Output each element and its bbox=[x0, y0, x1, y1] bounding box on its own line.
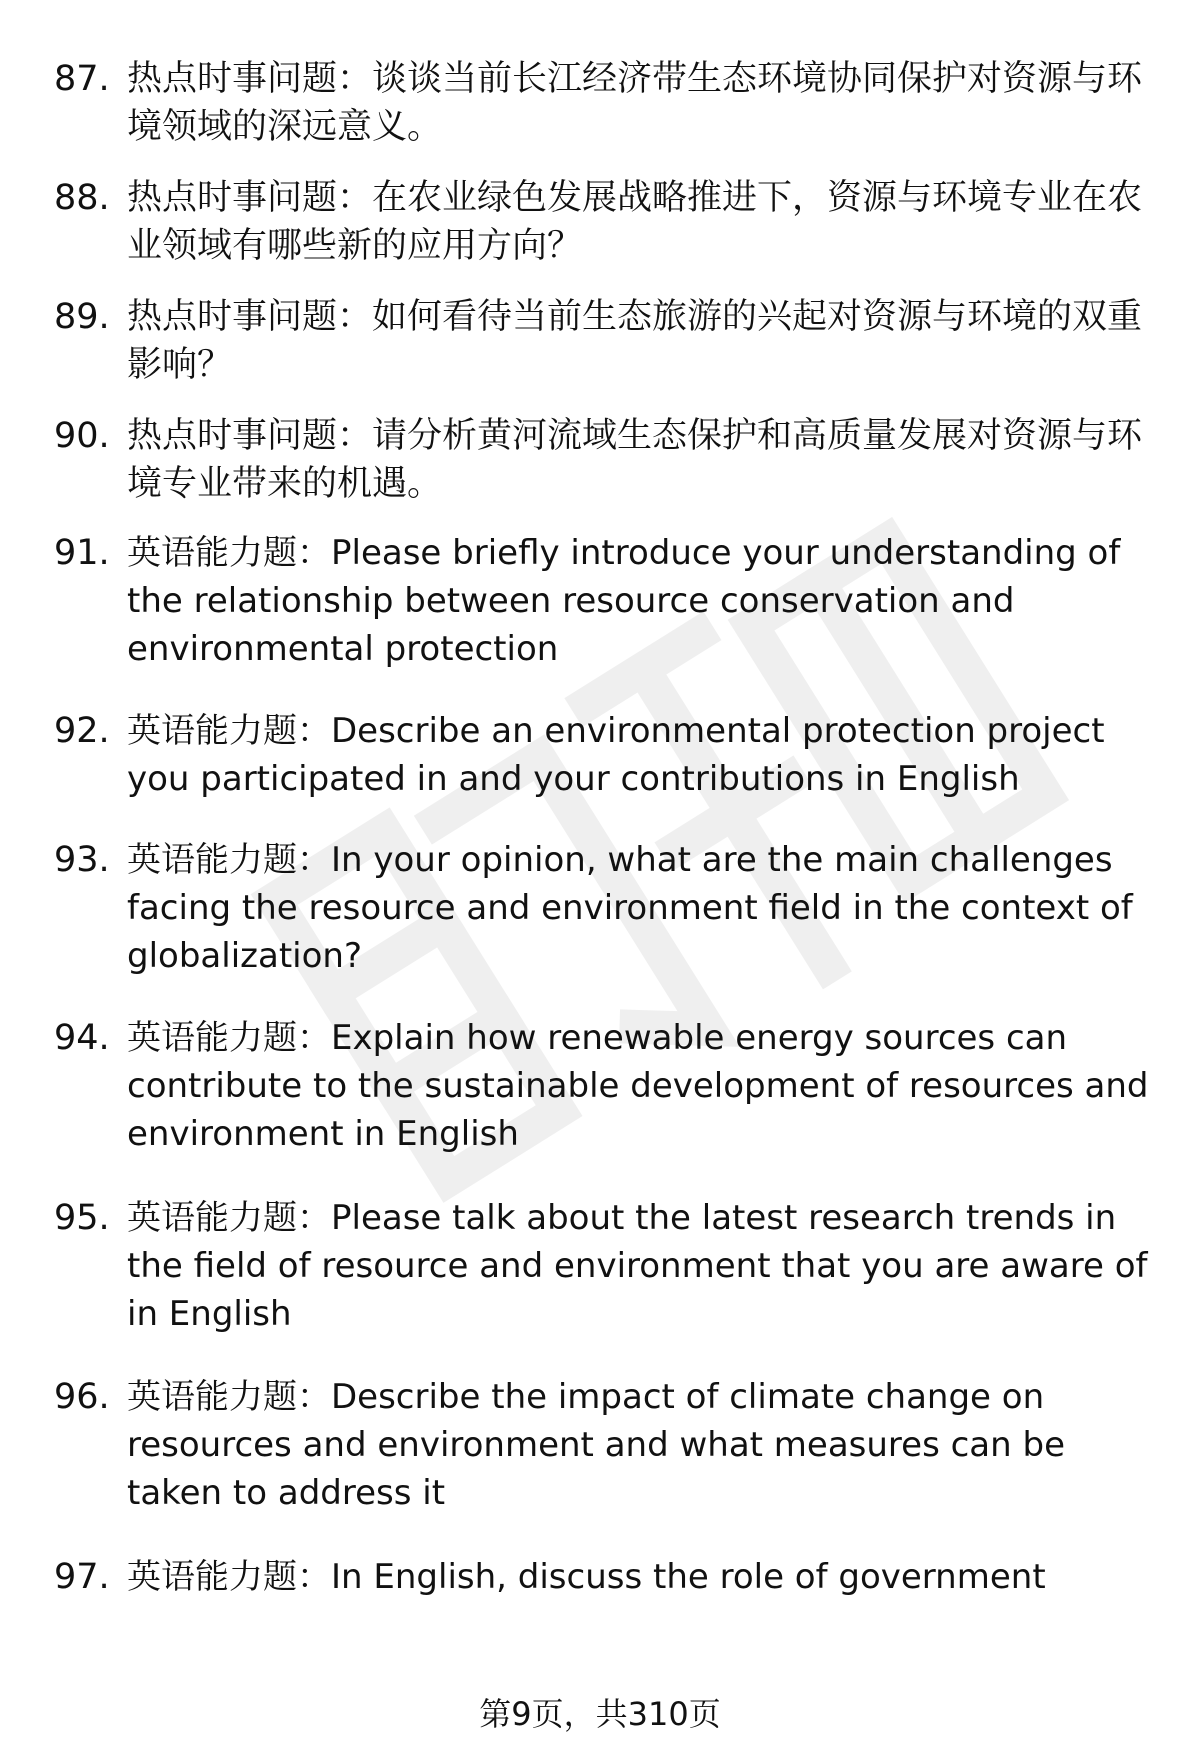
question-number: 90. bbox=[54, 416, 110, 456]
question-text: 英语能力题：Describe the impact of climate change on resources and environment and what measures can be taken to address it bbox=[127, 1377, 1065, 1513]
question-number: 95. bbox=[54, 1198, 110, 1238]
question-number: 92. bbox=[54, 711, 110, 751]
question-text: 热点时事问题：谈谈当前长江经济带生态环境协同保护对资源与环境领域的深远意义。 bbox=[127, 59, 1143, 147]
page-footer: 第9页，共310页 bbox=[479, 1695, 721, 1733]
question-text: 英语能力题：Please talk about the latest research trends in the field of resource and environment that you are aware of in English bbox=[127, 1198, 1148, 1334]
question-text: 英语能力题：Please briefly introduce your understanding of the relationship between resource conservation and environmental protection bbox=[127, 533, 1121, 669]
question-number: 89. bbox=[54, 297, 110, 337]
question-number: 87. bbox=[54, 59, 110, 99]
question-number: 88. bbox=[54, 178, 110, 218]
question-number: 94. bbox=[54, 1018, 110, 1058]
question-number: 97. bbox=[54, 1557, 110, 1597]
question-number: 93. bbox=[54, 840, 110, 880]
question-text: 英语能力题：In your opinion, what are the main challenges facing the resource and environment field in the context of globalization? bbox=[127, 840, 1133, 976]
question-text: 热点时事问题：在农业绿色发展战略推进下，资源与环境专业在农业领域有哪些新的应用方向？ bbox=[127, 178, 1143, 266]
question-text: 热点时事问题：请分析黄河流域生态保护和高质量发展对资源与环境专业带来的机遇。 bbox=[127, 416, 1143, 504]
question-text: 英语能力题：Describe an environmental protection project you participated in and your contributions in English bbox=[127, 711, 1105, 799]
question-text: 英语能力题：Explain how renewable energy sources can contribute to the sustainable development of resources and environment in English bbox=[127, 1018, 1149, 1154]
question-text: 英语能力题：In English, discuss the role of government bbox=[127, 1557, 1046, 1597]
question-text: 热点时事问题：如何看待当前生态旅游的兴起对资源与环境的双重影响？ bbox=[127, 297, 1143, 385]
question-number: 91. bbox=[54, 533, 110, 573]
question-number: 96. bbox=[54, 1377, 110, 1417]
